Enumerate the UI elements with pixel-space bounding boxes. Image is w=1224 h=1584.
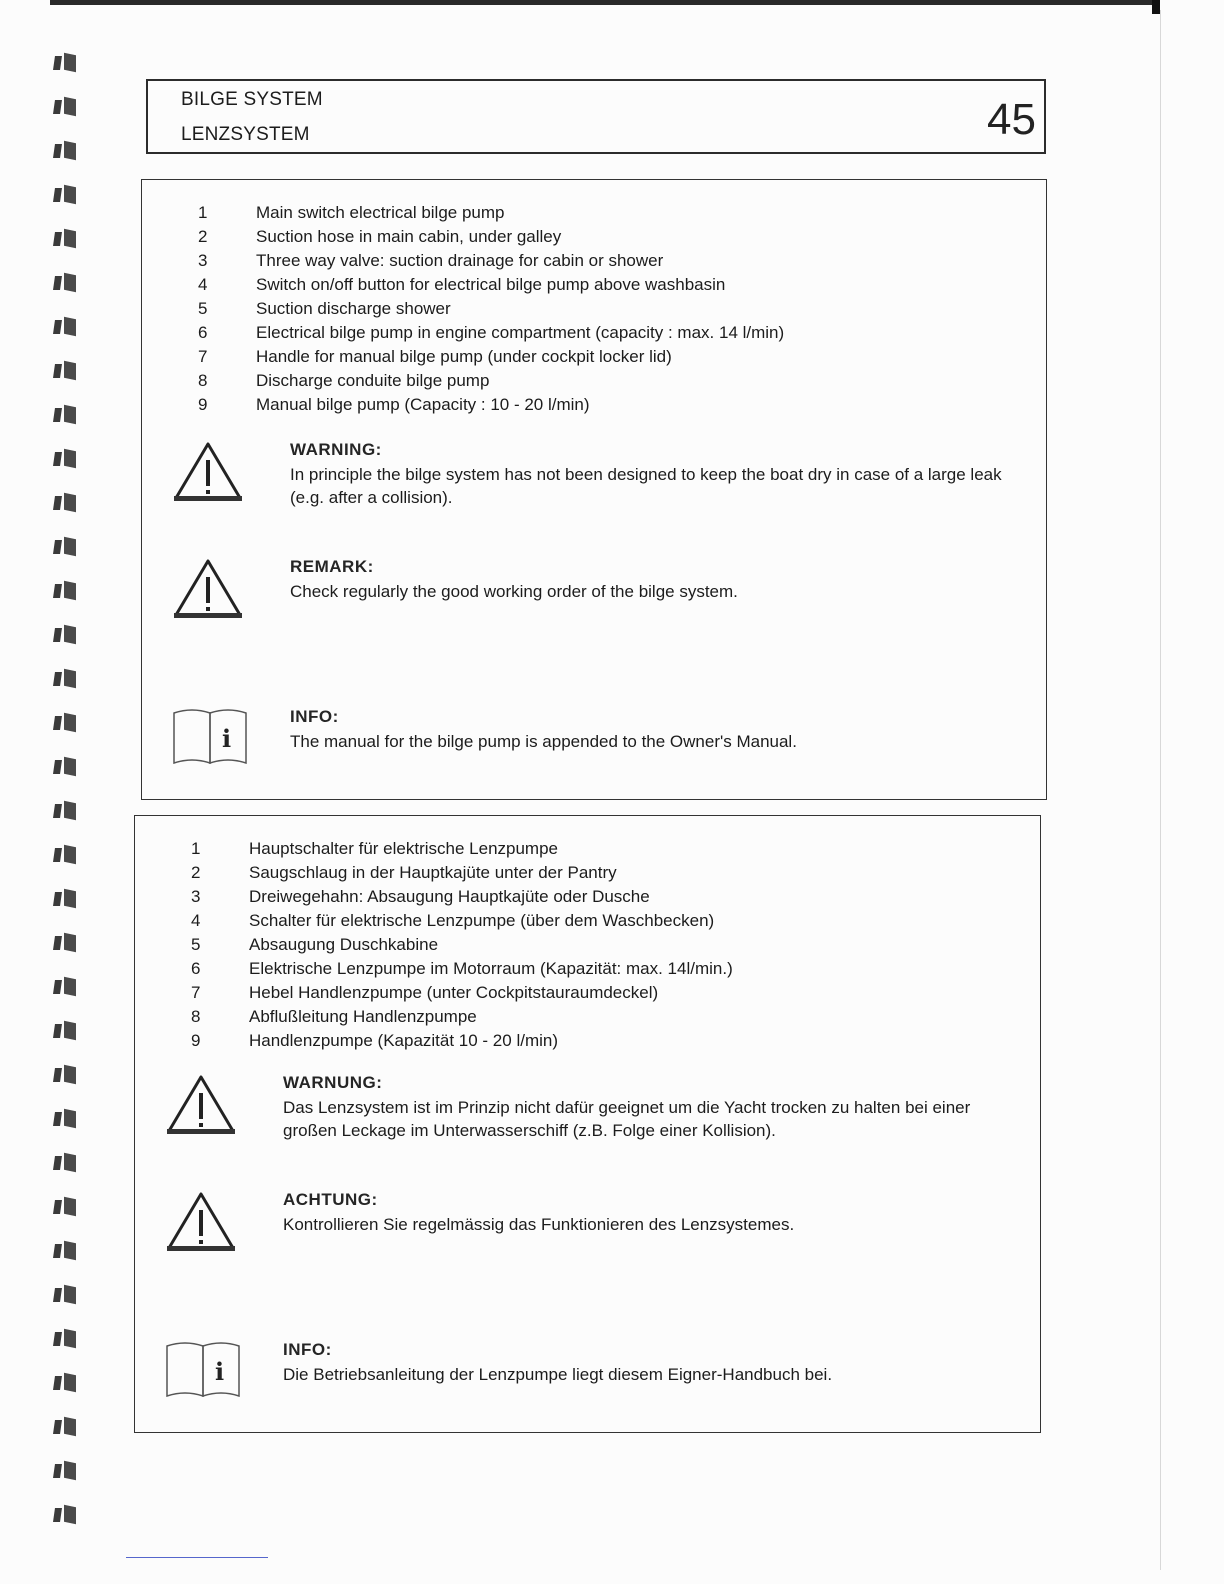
spiral-binding (50, 40, 84, 1560)
info-title: INFO: (290, 707, 339, 726)
binding-ring (54, 186, 78, 204)
list-item: 4 Switch on/off button for electrical bilge pump above washbasin (198, 275, 726, 294)
warning-triangle-icon (165, 1190, 237, 1254)
svg-text:i: i (222, 724, 232, 753)
list-item: 3 Dreiwegehahn: Absaugung Hauptkajüte oder Dusche (191, 887, 650, 906)
binding-ring (54, 714, 78, 732)
warning-title: WARNING: (290, 440, 382, 459)
binding-ring (54, 1286, 78, 1304)
binding-ring (54, 54, 78, 72)
footer-line (126, 1557, 268, 1558)
info-title: INFO: (283, 1340, 332, 1359)
list-item: 5 Absaugung Duschkabine (191, 935, 439, 954)
binding-ring (54, 318, 78, 336)
list-item: 1 Hauptschalter für elektrische Lenzpumpe (191, 839, 558, 858)
remark-text: Check regularly the good working order of the bilge system. (290, 582, 738, 601)
binding-ring (54, 362, 78, 380)
remark-text: Kontrollieren Sie regelmässig das Funktionieren des Lenzsystemes. (283, 1215, 795, 1234)
binding-ring (54, 538, 78, 556)
list-item: 3 Three way valve: suction drainage for cabin or shower (198, 251, 664, 270)
info-book-icon (172, 707, 248, 767)
parts-list (191, 838, 733, 1054)
svg-text:i: i (215, 1357, 225, 1386)
warning-text: In principle the bilge system has not been designed to keep the boat dry in case of a large leak (e.g. after a collision). (290, 465, 1002, 507)
binding-ring (54, 1506, 78, 1524)
info-text: The manual for the bilge pump is appended to the Owner's Manual. (290, 732, 797, 751)
binding-ring (54, 1462, 78, 1480)
remark-title: REMARK: (290, 557, 374, 576)
binding-ring (54, 142, 78, 160)
list-item: 1 Main switch electrical bilge pump (198, 203, 505, 222)
page-edge (1160, 10, 1161, 1570)
binding-ring (54, 582, 78, 600)
binding-ring (54, 626, 78, 644)
info-book-icon (165, 1340, 241, 1400)
title-english: BILGE SYSTEM (181, 89, 323, 110)
binding-ring (54, 1110, 78, 1128)
warning-text: Das Lenzsystem ist im Prinzip nicht dafür geeignet um die Yacht trocken zu halten bei einer großen Leckage im Unterwasserschiff (z.B. Folge einer Kollision). (283, 1098, 971, 1140)
binding-ring (54, 450, 78, 468)
top-corner-mark (1152, 0, 1160, 14)
page-header (146, 79, 1046, 154)
binding-ring (54, 1066, 78, 1084)
binding-ring (54, 1022, 78, 1040)
parts-list (198, 202, 784, 418)
list-item: 6 Electrical bilge pump in engine compartment (capacity : max. 14 l/min) (198, 323, 785, 342)
binding-ring (54, 230, 78, 248)
list-item: 4 Schalter für elektrische Lenzpumpe (über dem Waschbecken) (191, 911, 715, 930)
binding-ring (54, 758, 78, 776)
binding-ring (54, 1242, 78, 1260)
remark-title: ACHTUNG: (283, 1190, 378, 1209)
list-item: 9 Handlenzpumpe (Kapazität 10 - 20 l/min) (191, 1031, 558, 1050)
binding-ring (54, 670, 78, 688)
binding-ring (54, 890, 78, 908)
binding-ring (54, 1154, 78, 1172)
binding-ring (54, 494, 78, 512)
binding-ring (54, 274, 78, 292)
list-item: 8 Abflußleitung Handlenzpumpe (191, 1007, 477, 1026)
binding-ring (54, 1330, 78, 1348)
page-number: 45 (987, 95, 1036, 144)
list-item: 2 Suction hose in main cabin, under galley (198, 227, 562, 246)
title-german: LENZSYSTEM (181, 124, 310, 145)
english-section (141, 179, 1047, 800)
warning-triangle-icon (165, 1073, 237, 1137)
binding-ring (54, 978, 78, 996)
list-item: 7 Hebel Handlenzpumpe (unter Cockpitstauraumdeckel) (191, 983, 659, 1002)
list-item: 5 Suction discharge shower (198, 299, 451, 318)
warning-title: WARNUNG: (283, 1073, 383, 1092)
warning-triangle-icon (172, 440, 244, 504)
binding-ring (54, 406, 78, 424)
binding-ring (54, 846, 78, 864)
list-item: 2 Saugschlaug in der Hauptkajüte unter der Pantry (191, 863, 617, 882)
binding-ring (54, 98, 78, 116)
binding-ring (54, 1198, 78, 1216)
list-item: 8 Discharge conduite bilge pump (198, 371, 490, 390)
list-item: 6 Elektrische Lenzpumpe im Motorraum (Kapazität: max. 14l/min.) (191, 959, 733, 978)
warning-triangle-icon (172, 557, 244, 621)
list-item: 7 Handle for manual bilge pump (under cockpit locker lid) (198, 347, 672, 366)
german-section (134, 815, 1041, 1433)
binding-ring (54, 1374, 78, 1392)
binding-ring (54, 1418, 78, 1436)
list-item: 9 Manual bilge pump (Capacity : 10 - 20 l/min) (198, 395, 590, 414)
top-edge-bar (50, 0, 1160, 5)
binding-ring (54, 802, 78, 820)
binding-ring (54, 934, 78, 952)
info-text: Die Betriebsanleitung der Lenzpumpe liegt diesem Eigner-Handbuch bei. (283, 1365, 833, 1384)
